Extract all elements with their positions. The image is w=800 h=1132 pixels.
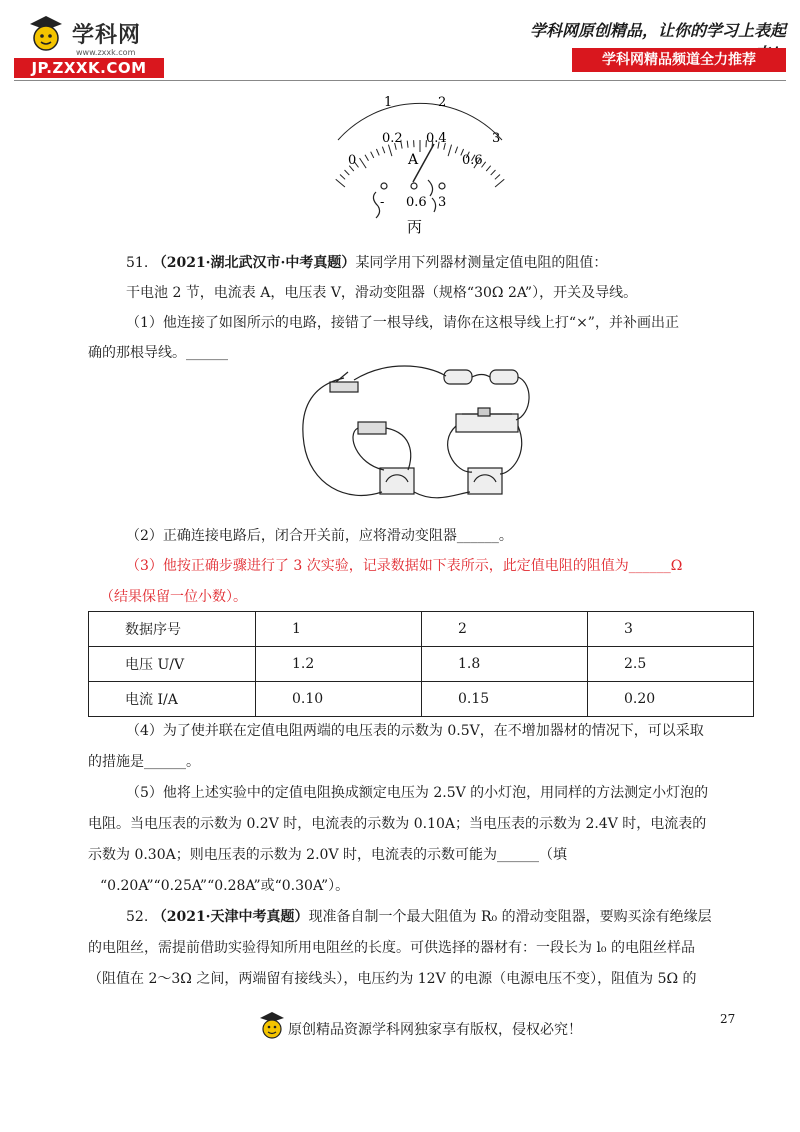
footer-mascot-icon (258, 1010, 286, 1044)
table-cell: 1 (256, 612, 422, 647)
table-row (89, 612, 754, 647)
table-row (89, 682, 754, 717)
table-row (89, 647, 754, 682)
header-slogan: 学科网原创精品，让你的学习上表起 (529, 21, 786, 40)
q51-part4-line1: （4）为了使并联在定值电阻两端的电压表的示数为 0.5V，在不增加器材的情况下，可以采取 (126, 723, 704, 739)
scale-tick (495, 175, 500, 180)
circuit-figure (296, 364, 530, 512)
ammeter-figure (310, 88, 530, 238)
scale-top-1: 1 (384, 95, 393, 110)
table-cell: 电压 U/V (89, 647, 256, 682)
header-divider (14, 80, 786, 81)
scale-tick (345, 170, 350, 175)
table-cell: 数据序号 (89, 612, 256, 647)
q51-number: 51. (126, 255, 149, 271)
scale-tick (388, 145, 391, 156)
unit-label: A (408, 152, 419, 168)
scale-tick (407, 141, 408, 148)
scale-tick (360, 158, 367, 168)
scale-tick (455, 147, 457, 154)
q52-heading (126, 907, 712, 927)
q51-part1-line1: （1）他连接了如图所示的电路，接错了一根导线，请你在这根导线上打“×”，并补画出正 (126, 315, 679, 331)
q52-line1: 现准备自制一个最大阻值为 R₀ 的滑动变阻器，要购买涂有绝缘层 (308, 909, 712, 925)
rheostat-icon (456, 414, 518, 432)
scale-tick (371, 152, 374, 158)
q51-intro: 某同学用下列器材测量定值电阻的阻值： (355, 255, 608, 271)
scale-mid-04: 0.4 (426, 131, 447, 146)
table-cell: 2.5 (588, 647, 754, 682)
battery-icon-2 (490, 370, 518, 384)
q51-part5-line3: 示数为 0.30A；则电压表的示数为 2.0V 时，电流表的示数可能为______（填 (88, 847, 568, 863)
q51-part3-line2: （结果保留一位小数）。 (100, 589, 247, 605)
terminal-06: 0.6 (406, 195, 427, 210)
terminal-minus: - (380, 195, 385, 210)
voltmeter-icon (380, 468, 414, 494)
q52-number: 52. (126, 909, 149, 925)
scale-tick (448, 145, 451, 156)
site-logo (14, 10, 164, 76)
q51-part5-line4: “0.20A”“0.25A”“0.28A”或“0.30A”）。 (100, 878, 350, 894)
q51-part5-line1: （5）他将上述实验中的定值电阻换成额定电压为 2.5V 的小灯泡，用同样的方法测定小灯泡的 (126, 785, 709, 801)
page-number: 27 (720, 1012, 736, 1026)
table-cell: 2 (422, 612, 588, 647)
q51-part2: （2）正确连接电路后，闭合开关前，应将滑动变阻器______。 (126, 528, 513, 544)
scale-tick (376, 149, 379, 155)
q52-line3: （阻值在 2～3Ω 之间，两端留有接线头），电压约为 12V 的电源（电源电压不变），阻值为 5Ω 的 (88, 971, 697, 987)
scale-top-2: 2 (438, 95, 447, 110)
q51-part3-line1: （3）他按正确步骤进行了 3 次实验，记录数据如下表所示，此定值电阻的阻值为______Ω (126, 558, 683, 574)
table-cell: 1.8 (422, 647, 588, 682)
scale-tick (340, 175, 345, 180)
header-banner: 学科网精品频道全力推荐 (572, 48, 786, 72)
terminal-3: 3 (438, 195, 447, 210)
battery-icon (444, 370, 472, 384)
q51-materials: 干电池 2 节，电流表 A，电压表 V，滑动变阻器（规格“30Ω 2A”），开关及导线。 (126, 285, 638, 301)
table-cell: 3 (588, 612, 754, 647)
scale-low-0: 0 (348, 153, 357, 168)
scale-mid-3: 3 (492, 131, 501, 146)
logo-title: 学科网 (72, 23, 142, 48)
scale-low-06: 0.6 (462, 153, 483, 168)
scale-tick (382, 147, 384, 154)
ammeter-scale (336, 103, 505, 187)
q52-source: （2021·天津中考真题） (152, 909, 309, 925)
data-table (88, 611, 754, 717)
table-cell: 1.2 (256, 647, 422, 682)
figure-caption: 丙 (407, 218, 423, 236)
scale-tick (491, 170, 496, 175)
switch-icon (330, 382, 358, 392)
table-cell: 电流 I/A (89, 682, 256, 717)
mascot-icon (22, 12, 68, 58)
table-cell: 0.10 (256, 682, 422, 717)
logo-url: JP.ZXXK.COM (14, 58, 164, 78)
logo-subtitle: www.zxxk.com (76, 48, 136, 57)
q51-part1-line2: 确的那根导线。______ (88, 345, 228, 361)
q51-part4-line2: 的措施是______。 (88, 754, 200, 770)
table-cell: 0.20 (588, 682, 754, 717)
q52-line2: 的电阻丝，需提前借助实验得知所用电阻丝的长度。可供选择的器材有：一段长为 l₀ 的电阻丝样品 (88, 940, 695, 956)
resistor-icon (358, 422, 386, 434)
table-cell: 0.15 (422, 682, 588, 717)
scale-tick (495, 179, 504, 187)
q51-part5-line2: 电阻。当电压表的示数为 0.2V 时，电流表的示数为 0.10A；当电压表的示数为 2.4V 时，电流表的 (88, 816, 707, 832)
q51-source: （2021·湖北武汉市·中考真题） (152, 255, 356, 271)
ammeter-icon (468, 468, 502, 494)
scale-mid-02: 0.2 (382, 131, 403, 146)
scale-tick (365, 155, 369, 161)
scale-tick (336, 179, 345, 187)
footer-copyright: 原创精品资源学科网独家享有版权，侵权必究！ (288, 1022, 582, 1038)
q51-heading (126, 253, 607, 273)
scale-tick (486, 166, 490, 171)
